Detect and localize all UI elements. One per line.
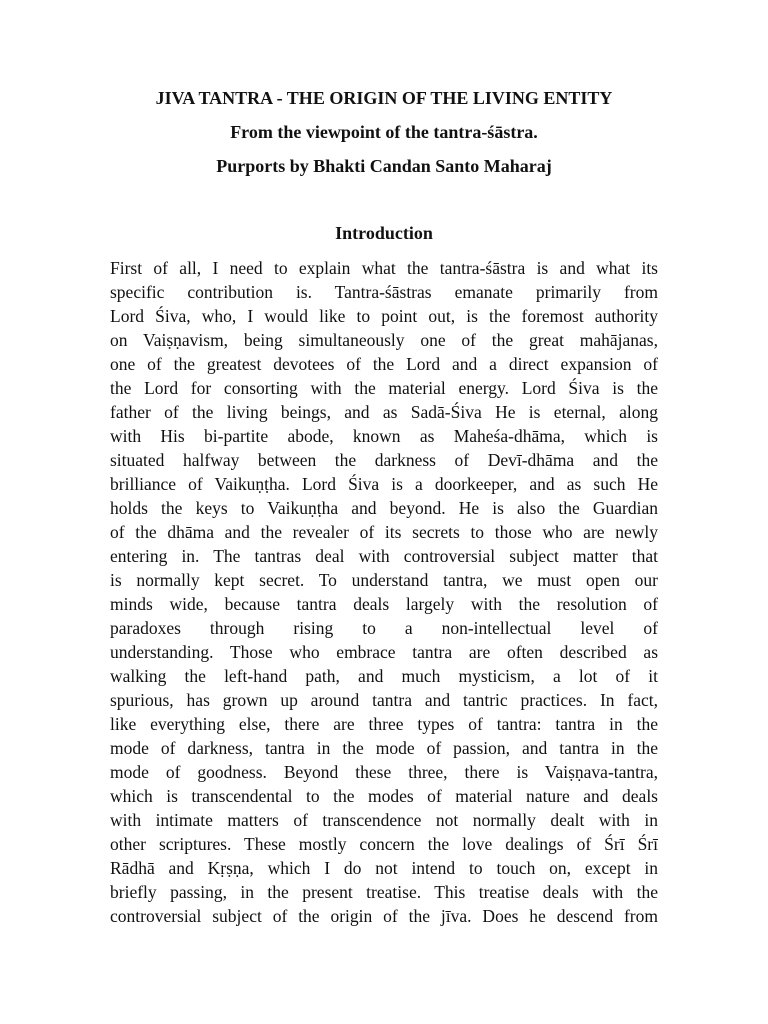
paragraph-line: First of all, I need to explain what the tantra-śāstra is and what its: [110, 258, 658, 278]
paragraph-line: entering in. The tantras deal with controversial subject matter that: [110, 546, 658, 566]
document-title: JIVA TANTRA - THE ORIGIN OF THE LIVING ENTITY: [155, 88, 613, 108]
paragraph-line: specific contribution is. Tantra-śāstras emanate primarily from: [110, 282, 658, 302]
paragraph-line: situated halfway between the darkness of Devī-dhāma and the: [110, 450, 658, 470]
paragraph-line: other scriptures. These mostly concern the love dealings of Śrī Śrī: [110, 834, 658, 854]
paragraph-line: is normally kept secret. To understand tantra, we must open our: [110, 570, 658, 590]
paragraph-line: understanding. Those who embrace tantra are often described as: [110, 642, 658, 662]
paragraph-line: minds wide, because tantra deals largely with the resolution of: [110, 594, 658, 614]
paragraph-line: brilliance of Vaikuṇṭha. Lord Śiva is a doorkeeper, and as such He: [110, 474, 658, 494]
paragraph-line: paradoxes through rising to a non-intellectual level of: [110, 618, 658, 638]
paragraph-line: Rādhā and Kṛṣṇa, which I do not intend to touch on, except in: [110, 858, 658, 878]
paragraph-line: of the dhāma and the revealer of its secrets to those who are newly: [110, 522, 658, 542]
paragraph-line: spurious, has grown up around tantra and tantric practices. In fact,: [110, 690, 658, 710]
document-purports-line: Purports by Bhakti Candan Santo Maharaj: [216, 156, 552, 176]
section-heading-introduction: Introduction: [335, 223, 433, 243]
paragraph-line: one of the greatest devotees of the Lord and a direct expansion of: [110, 354, 658, 374]
paragraph-line: with intimate matters of transcendence not normally dealt with in: [110, 810, 658, 830]
introduction-paragraph: [110, 256, 658, 928]
paragraph-line: holds the keys to Vaikuṇṭha and beyond. He is also the Guardian: [110, 498, 658, 518]
paragraph-line: father of the living beings, and as Sadā-Śiva He is eternal, along: [110, 402, 658, 422]
paragraph-line: the Lord for consorting with the material energy. Lord Śiva is the: [110, 378, 658, 398]
paragraph-line: with His bi-partite abode, known as Maheśa-dhāma, which is: [110, 426, 658, 446]
paragraph-line: walking the left-hand path, and much mysticism, a lot of it: [110, 666, 658, 686]
paragraph-line: briefly passing, in the present treatise. This treatise deals with the: [110, 882, 658, 902]
paragraph-line: on Vaiṣṇavism, being simultaneously one of the great mahājanas,: [110, 330, 658, 350]
paragraph-line: Lord Śiva, who, I would like to point out, is the foremost authority: [110, 306, 658, 326]
paragraph-line: mode of darkness, tantra in the mode of passion, and tantra in the: [110, 738, 658, 758]
paragraph-line: like everything else, there are three types of tantra: tantra in the: [110, 714, 658, 734]
paragraph-line: controversial subject of the origin of the jīva. Does he descend from: [110, 906, 658, 926]
paragraph-line: which is transcendental to the modes of material nature and deals: [110, 786, 658, 806]
document-subtitle: From the viewpoint of the tantra-śāstra.: [230, 122, 538, 142]
paragraph-line: mode of goodness. Beyond these three, there is Vaiṣṇava-tantra,: [110, 762, 658, 782]
